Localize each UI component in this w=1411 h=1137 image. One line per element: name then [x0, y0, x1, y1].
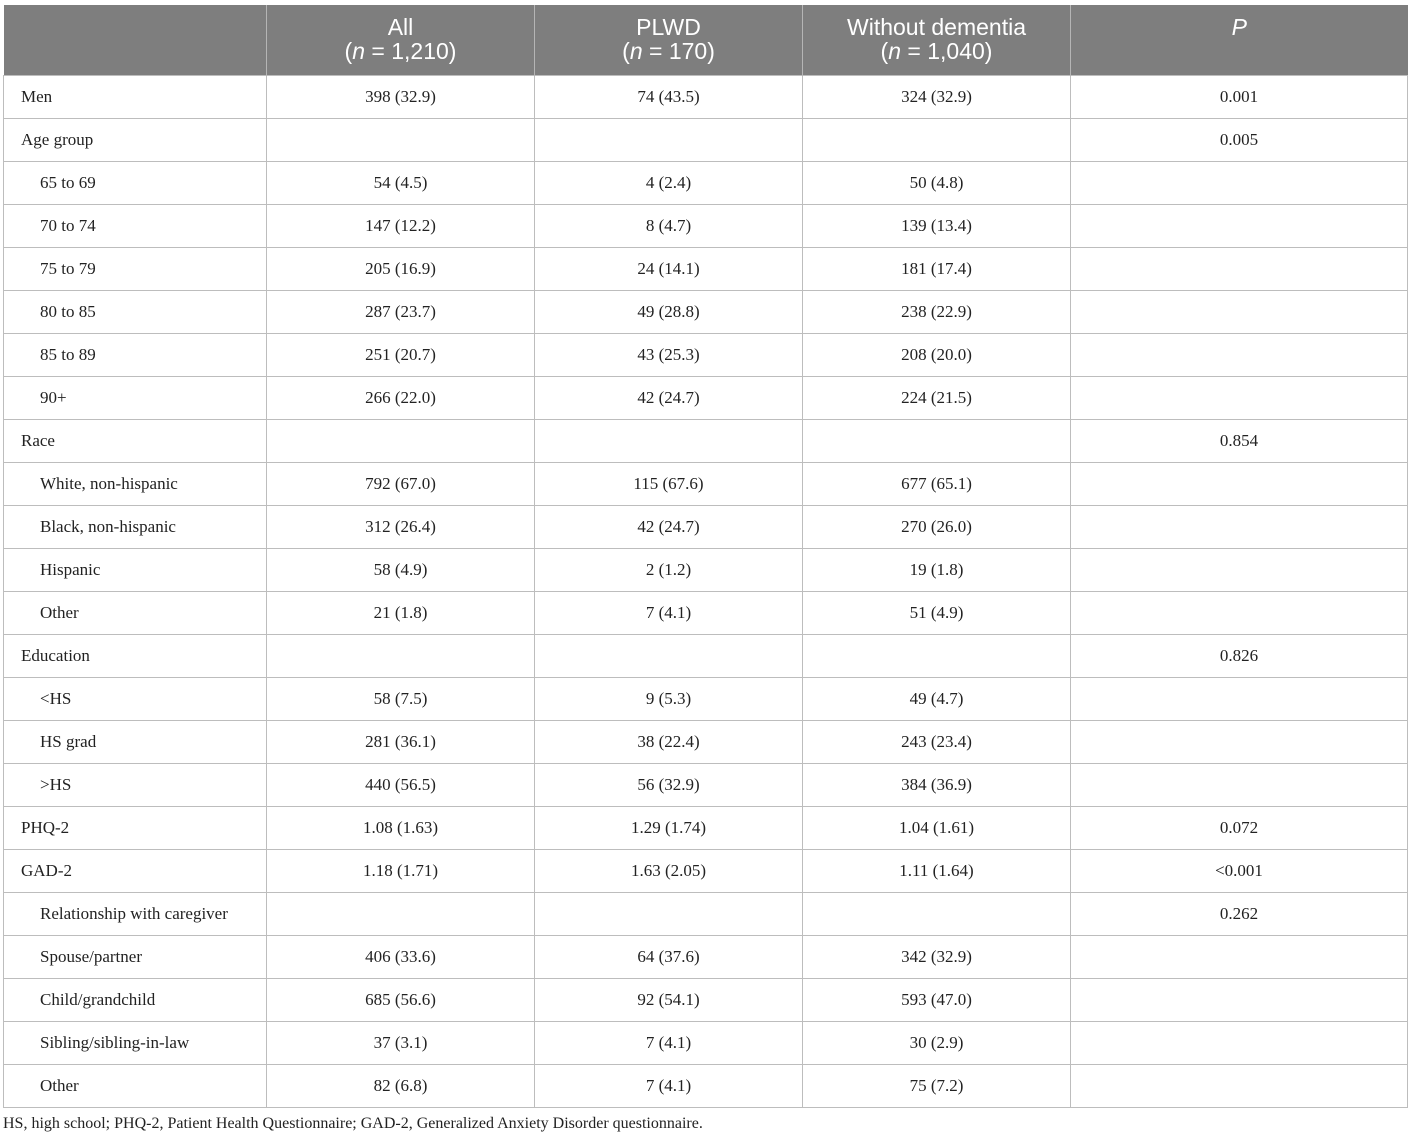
cell-plwd: 56 (32.9) — [535, 763, 803, 806]
cell-all: 147 (12.2) — [267, 204, 535, 247]
cell-p-value — [1071, 591, 1408, 634]
cell-p-value — [1071, 1064, 1408, 1107]
row-label: Age group — [4, 118, 267, 161]
cell-p-value — [1071, 720, 1408, 763]
cell-p-value: 0.262 — [1071, 892, 1408, 935]
cell-all: 281 (36.1) — [267, 720, 535, 763]
cell-p-value — [1071, 935, 1408, 978]
row-label: Spouse/partner — [4, 935, 267, 978]
cell-all: 792 (67.0) — [267, 462, 535, 505]
cell-all: 1.18 (1.71) — [267, 849, 535, 892]
table-row — [4, 161, 1408, 204]
cell-plwd — [535, 118, 803, 161]
cell-p-value — [1071, 505, 1408, 548]
cell-plwd: 7 (4.1) — [535, 591, 803, 634]
cell-without-dementia: 342 (32.9) — [803, 935, 1071, 978]
cell-p-value — [1071, 462, 1408, 505]
header-plwd — [535, 5, 803, 75]
row-label: 90+ — [4, 376, 267, 419]
cell-p-value: 0.005 — [1071, 118, 1408, 161]
cell-plwd — [535, 634, 803, 677]
cell-all: 287 (23.7) — [267, 290, 535, 333]
row-label: Race — [4, 419, 267, 462]
row-label: Sibling/sibling-in-law — [4, 1021, 267, 1064]
cell-without-dementia — [803, 634, 1071, 677]
cell-all — [267, 118, 535, 161]
cell-plwd: 115 (67.6) — [535, 462, 803, 505]
cell-p-value: <0.001 — [1071, 849, 1408, 892]
cell-without-dementia: 181 (17.4) — [803, 247, 1071, 290]
table-container — [3, 5, 1407, 1108]
cell-all: 251 (20.7) — [267, 333, 535, 376]
table-row — [4, 591, 1408, 634]
cell-plwd: 42 (24.7) — [535, 376, 803, 419]
cell-all: 21 (1.8) — [267, 591, 535, 634]
cell-without-dementia: 270 (26.0) — [803, 505, 1071, 548]
table-row — [4, 892, 1408, 935]
cell-plwd: 49 (28.8) — [535, 290, 803, 333]
cell-all: 406 (33.6) — [267, 935, 535, 978]
cell-plwd: 92 (54.1) — [535, 978, 803, 1021]
table-row — [4, 333, 1408, 376]
row-label: 65 to 69 — [4, 161, 267, 204]
cell-without-dementia: 1.11 (1.64) — [803, 849, 1071, 892]
cell-all: 37 (3.1) — [267, 1021, 535, 1064]
cell-p-value — [1071, 376, 1408, 419]
cell-all: 58 (4.9) — [267, 548, 535, 591]
cell-without-dementia: 1.04 (1.61) — [803, 806, 1071, 849]
table-body — [4, 75, 1408, 1107]
cell-p-value — [1071, 247, 1408, 290]
cell-p-value — [1071, 290, 1408, 333]
cell-without-dementia: 30 (2.9) — [803, 1021, 1071, 1064]
cell-p-value: 0.072 — [1071, 806, 1408, 849]
header-without-dementia — [803, 5, 1071, 75]
cell-without-dementia: 51 (4.9) — [803, 591, 1071, 634]
header-row — [4, 5, 1408, 75]
cell-all: 312 (26.4) — [267, 505, 535, 548]
cell-plwd: 64 (37.6) — [535, 935, 803, 978]
cell-plwd: 38 (22.4) — [535, 720, 803, 763]
cell-without-dementia: 19 (1.8) — [803, 548, 1071, 591]
cell-without-dementia — [803, 118, 1071, 161]
row-label: White, non-hispanic — [4, 462, 267, 505]
header-all-count: (n = 1,210) — [344, 38, 457, 64]
cell-plwd: 7 (4.1) — [535, 1064, 803, 1107]
row-label: Black, non-hispanic — [4, 505, 267, 548]
table-row — [4, 806, 1408, 849]
row-label: 75 to 79 — [4, 247, 267, 290]
row-label: Hispanic — [4, 548, 267, 591]
table-row — [4, 1064, 1408, 1107]
header-all-label: All — [387, 14, 414, 40]
cell-plwd — [535, 419, 803, 462]
row-label: <HS — [4, 677, 267, 720]
cell-all — [267, 419, 535, 462]
table-row — [4, 376, 1408, 419]
cell-plwd: 24 (14.1) — [535, 247, 803, 290]
cell-all: 58 (7.5) — [267, 677, 535, 720]
cell-p-value — [1071, 204, 1408, 247]
table-row — [4, 247, 1408, 290]
cell-all: 1.08 (1.63) — [267, 806, 535, 849]
row-label: Relationship with caregiver — [4, 892, 267, 935]
table-row — [4, 548, 1408, 591]
table-row — [4, 720, 1408, 763]
cell-without-dementia: 50 (4.8) — [803, 161, 1071, 204]
table-row — [4, 1021, 1408, 1064]
cell-all: 54 (4.5) — [267, 161, 535, 204]
cell-without-dementia: 208 (20.0) — [803, 333, 1071, 376]
header-all — [267, 5, 535, 75]
cell-p-value — [1071, 1021, 1408, 1064]
cell-plwd: 43 (25.3) — [535, 333, 803, 376]
cell-without-dementia: 75 (7.2) — [803, 1064, 1071, 1107]
header-plwd-label: PLWD — [636, 14, 701, 40]
header-p-value: P — [1071, 5, 1408, 75]
cell-p-value — [1071, 548, 1408, 591]
cell-without-dementia: 384 (36.9) — [803, 763, 1071, 806]
table-row — [4, 849, 1408, 892]
cell-plwd: 4 (2.4) — [535, 161, 803, 204]
table-row — [4, 935, 1408, 978]
header-without-dementia-count: (n = 1,040) — [880, 38, 993, 64]
cell-without-dementia: 139 (13.4) — [803, 204, 1071, 247]
cell-plwd: 2 (1.2) — [535, 548, 803, 591]
cell-without-dementia: 49 (4.7) — [803, 677, 1071, 720]
row-label: 85 to 89 — [4, 333, 267, 376]
cell-without-dementia: 593 (47.0) — [803, 978, 1071, 1021]
cell-p-value: 0.854 — [1071, 419, 1408, 462]
cell-all: 685 (56.6) — [267, 978, 535, 1021]
demographics-table — [3, 5, 1408, 1108]
cell-all: 82 (6.8) — [267, 1064, 535, 1107]
table-row — [4, 118, 1408, 161]
cell-plwd: 74 (43.5) — [535, 75, 803, 118]
cell-all: 440 (56.5) — [267, 763, 535, 806]
cell-without-dementia: 324 (32.9) — [803, 75, 1071, 118]
row-label: 70 to 74 — [4, 204, 267, 247]
cell-plwd: 1.63 (2.05) — [535, 849, 803, 892]
row-label: Men — [4, 75, 267, 118]
header-label-column — [4, 5, 267, 75]
table-row — [4, 290, 1408, 333]
table-row — [4, 677, 1408, 720]
cell-plwd: 9 (5.3) — [535, 677, 803, 720]
row-label: Education — [4, 634, 267, 677]
row-label: 80 to 85 — [4, 290, 267, 333]
table-row — [4, 75, 1408, 118]
cell-p-value: 0.826 — [1071, 634, 1408, 677]
header-plwd-count: (n = 170) — [622, 38, 715, 64]
cell-p-value: 0.001 — [1071, 75, 1408, 118]
cell-all: 205 (16.9) — [267, 247, 535, 290]
table-row — [4, 419, 1408, 462]
cell-plwd: 7 (4.1) — [535, 1021, 803, 1064]
row-label: >HS — [4, 763, 267, 806]
header-without-dementia-label: Without dementia — [847, 14, 1026, 40]
row-label: Other — [4, 591, 267, 634]
row-label: GAD-2 — [4, 849, 267, 892]
cell-p-value — [1071, 677, 1408, 720]
cell-p-value — [1071, 161, 1408, 204]
table-row — [4, 978, 1408, 1021]
cell-p-value — [1071, 978, 1408, 1021]
cell-p-value — [1071, 333, 1408, 376]
table-footnote: HS, high school; PHQ-2, Patient Health Questionnaire; GAD-2, Generalized Anxiety Disorder questionnaire. — [3, 1115, 703, 1132]
cell-without-dementia: 243 (23.4) — [803, 720, 1071, 763]
table-row — [4, 763, 1408, 806]
cell-without-dementia — [803, 892, 1071, 935]
cell-without-dementia: 677 (65.1) — [803, 462, 1071, 505]
row-label: PHQ-2 — [4, 806, 267, 849]
cell-p-value — [1071, 763, 1408, 806]
row-label: HS grad — [4, 720, 267, 763]
cell-plwd: 8 (4.7) — [535, 204, 803, 247]
cell-without-dementia: 224 (21.5) — [803, 376, 1071, 419]
cell-all: 266 (22.0) — [267, 376, 535, 419]
table-row — [4, 634, 1408, 677]
table-row — [4, 462, 1408, 505]
cell-without-dementia: 238 (22.9) — [803, 290, 1071, 333]
cell-all — [267, 634, 535, 677]
cell-plwd: 1.29 (1.74) — [535, 806, 803, 849]
cell-all: 398 (32.9) — [267, 75, 535, 118]
table-row — [4, 505, 1408, 548]
table-row — [4, 204, 1408, 247]
cell-without-dementia — [803, 419, 1071, 462]
row-label: Child/grandchild — [4, 978, 267, 1021]
cell-all — [267, 892, 535, 935]
row-label: Other — [4, 1064, 267, 1107]
cell-plwd: 42 (24.7) — [535, 505, 803, 548]
cell-plwd — [535, 892, 803, 935]
